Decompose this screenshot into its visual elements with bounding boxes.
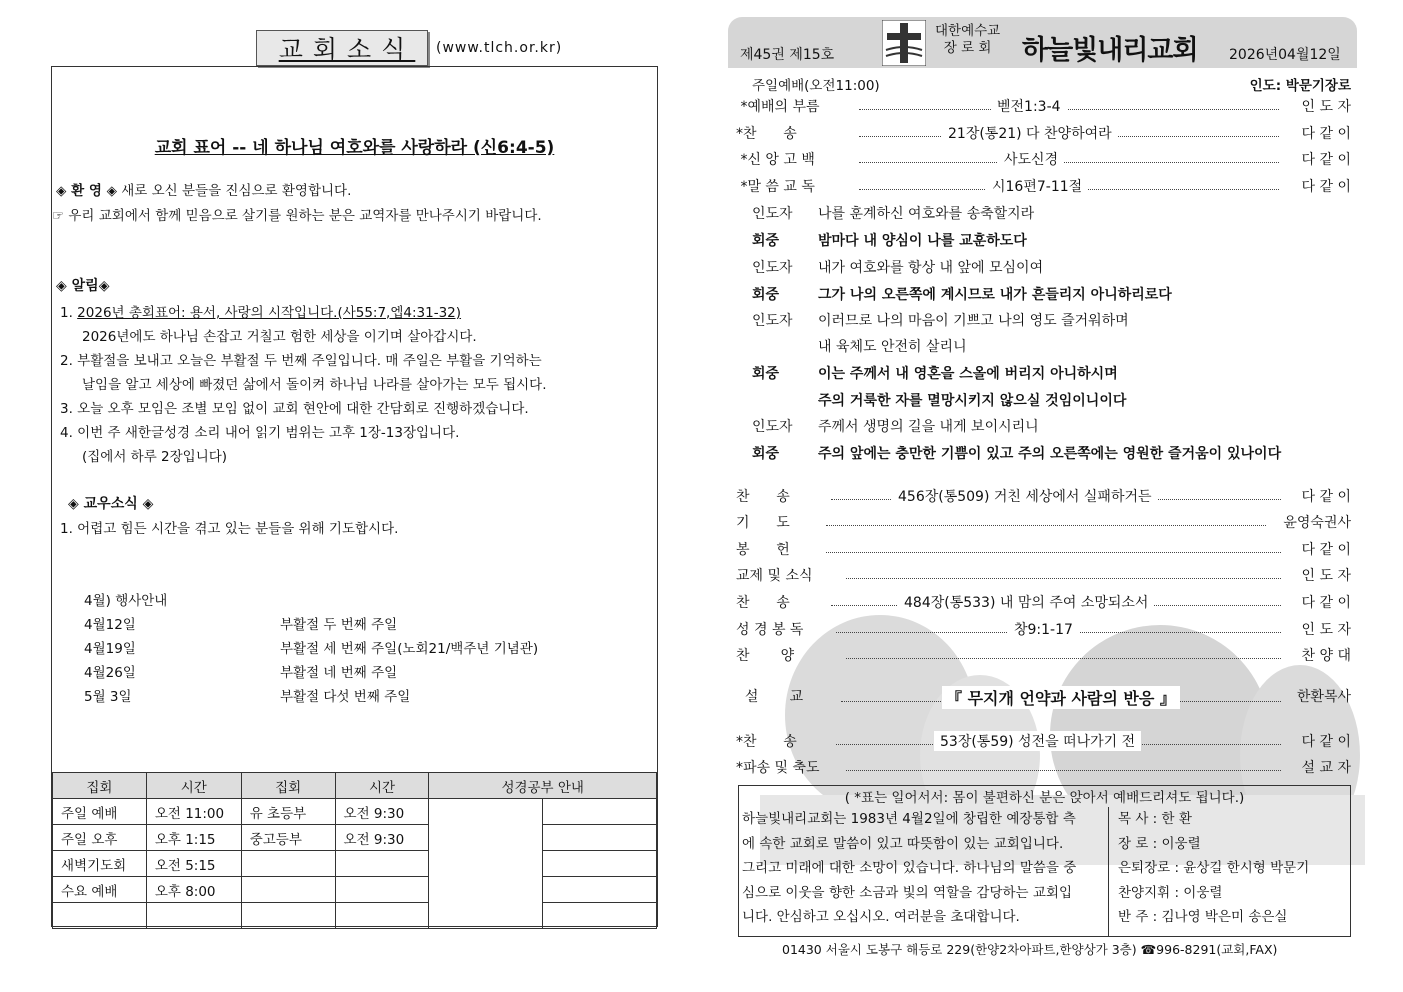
- table-cell: [543, 825, 657, 851]
- order-person: 인 도 자: [1301, 622, 1351, 638]
- church-name: 하늘빛내리교회: [1022, 35, 1198, 66]
- worship-order-row: [736, 619, 1351, 641]
- table-cell: [543, 851, 657, 877]
- worship-order-row: [736, 757, 1351, 779]
- responsive-reading-line: 주의 거룩한 자를 멸망시키지 않으실 것임이니이다: [818, 393, 1127, 409]
- order-detail: 484장(통533) 내 맘의 주여 소망되소서: [898, 592, 1154, 612]
- order-person: 다 같 이: [1301, 179, 1351, 195]
- table-cell: 오후 8:00: [146, 877, 241, 903]
- table-cell: 오전 9:30: [335, 825, 429, 851]
- table-cell: [543, 877, 657, 903]
- table-cell: 주일 예배: [53, 799, 147, 825]
- bulletin-date: 2026년04월12일: [1229, 47, 1341, 63]
- intro-line: 니다. 안심하고 오십시오. 여러분을 초대합니다.: [742, 909, 1020, 925]
- table-cell: 주일 오후: [53, 825, 147, 851]
- order-label: *말 씀 교 독: [736, 179, 815, 195]
- order-label: *찬 송: [736, 126, 797, 142]
- order-label: *찬 송: [736, 734, 797, 750]
- order-detail: 시16편7-11절: [986, 176, 1088, 196]
- notice-heading: ◈ 알림◈: [56, 278, 110, 294]
- order-label: 찬 송: [736, 489, 790, 505]
- order-label: *파송 및 축도: [736, 760, 820, 776]
- order-label: 기 도: [736, 515, 790, 531]
- church-info-box: [738, 785, 1351, 937]
- event-date: 4월19일: [84, 641, 136, 657]
- responsive-reading-line: 내 육체도 안전히 살리니: [818, 339, 967, 355]
- intro-line: 그리고 미래에 대한 소망이 있습니다. 하나님의 말씀을 중: [742, 860, 1077, 876]
- order-detail: 벧전1:3-4: [991, 96, 1067, 116]
- staff-line: 찬양지휘 : 이웅렬: [1118, 884, 1223, 901]
- table-cell: 유 초등부: [241, 799, 335, 825]
- table-cell: 새벽기도회: [53, 851, 147, 877]
- order-detail: 456장(통509) 거친 세상에서 실패하거든: [892, 486, 1158, 506]
- cross-logo-icon: [882, 20, 926, 66]
- worship-order-row: [736, 123, 1351, 145]
- church-news-title-box: [256, 30, 428, 66]
- order-person: 윤영숙권사: [1283, 515, 1351, 531]
- responsive-reading-line: 회중 그가 나의 오른쪽에 계시므로 내가 흔들리지 아니하리로다: [752, 287, 1172, 303]
- notice-4-detail: (집에서 하루 2장입니다): [82, 449, 228, 465]
- volume-number: 제45권 제15호: [740, 47, 835, 63]
- order-label: 교제 및 소식: [736, 568, 813, 584]
- column-header: 집회: [241, 773, 335, 799]
- staff-line: 은퇴장로 : 윤상길 한시형 박문기: [1118, 860, 1310, 876]
- order-detail: 53장(통59) 성전을 떠나가기 전: [934, 731, 1141, 751]
- order-person: 인 도 자: [1301, 99, 1351, 115]
- order-person: 한환목사: [1296, 689, 1351, 705]
- worship-order-row: [736, 512, 1351, 534]
- event-date: 4월26일: [84, 665, 136, 681]
- table-cell: [543, 903, 657, 929]
- table-row: [53, 877, 657, 903]
- church-staff-list: [1118, 807, 1309, 930]
- order-person: 다 같 이: [1301, 489, 1351, 505]
- service-time: 주일예배(오전11:00): [752, 78, 880, 94]
- worship-order-row: [736, 486, 1351, 508]
- event-name: 부활절 다섯 번째 주일: [280, 689, 411, 705]
- notice-1-motto: 2026년 총회표어: 용서, 사랑의 시작입니다.(사55:7,엡4:31-32): [77, 305, 462, 321]
- table-cell: [335, 851, 429, 877]
- church-news-title: 교회소식: [278, 35, 416, 64]
- standing-note: ( *표는 일어서서: 몸이 불편하신 분은 앉아서 예배드리셔도 됩니다.): [844, 790, 1245, 806]
- order-person: 찬 양 대: [1301, 648, 1351, 664]
- church-address: 01430 서울시 도봉구 해등로 229(한양2차아파트,한양상가 3층) ☎996-8291(교회,FAX): [782, 942, 1278, 957]
- responsive-reading-line: 인도자 나를 훈계하신 여호와를 송축할지라: [752, 206, 1035, 222]
- order-detail: 창9:1-17: [1008, 619, 1079, 639]
- responsive-reading-line: 회중 밤마다 내 양심이 나를 교훈하도다: [752, 233, 1027, 249]
- bible-study-cell: [429, 799, 543, 929]
- welcome-heading: ◈ 환 영 ◈: [56, 183, 117, 199]
- table-cell: [335, 877, 429, 903]
- sermon-title: 『 무지개 언약과 사람의 반응 』: [942, 686, 1180, 709]
- order-label: *예배의 부름: [736, 99, 820, 115]
- order-person: 다 같 이: [1301, 126, 1351, 142]
- church-motto: 교회 표어 -- 네 하나님 여호와를 사랑하라 (신6:4-5): [154, 138, 555, 158]
- table-cell: 오전 5:15: [146, 851, 241, 877]
- church-website-url[interactable]: (www.tlch.or.kr): [436, 40, 563, 56]
- event-name: 부활절 세 번째 주일(노회21/백주년 기념관): [280, 641, 539, 657]
- order-label: 설 교: [736, 689, 804, 705]
- table-cell: 오전 9:30: [335, 799, 429, 825]
- service-leader: 인도: 박문기장로: [1249, 78, 1351, 94]
- notice-2: 2. 부활절을 보내고 오늘은 부활절 두 번째 주일입니다. 매 주일은 부활을 기억하는: [60, 353, 542, 369]
- event-date: 4월12일: [84, 617, 136, 633]
- order-label: *신 앙 고 백: [736, 152, 815, 168]
- order-person: 설 교 자: [1301, 760, 1351, 776]
- responsive-reading-line: 인도자 이러므로 나의 마음이 기쁘고 나의 영도 즐거워하며: [752, 313, 1129, 329]
- table-cell: 오후 1:15: [146, 825, 241, 851]
- order-label: 찬 양: [736, 648, 795, 664]
- worship-order-row: [736, 645, 1351, 667]
- notice-2-detail: 날임을 알고 세상에 빠졌던 삶에서 돌이켜 하나님 나라를 살아가는 모두 됩시다.: [82, 377, 547, 393]
- sermon-row: [736, 686, 1351, 712]
- intro-line: 하늘빛내리교회는 1983년 4월2일에 창립한 예장통합 측: [742, 811, 1076, 827]
- column-header: 성경공부 안내: [429, 773, 657, 799]
- event-date: 5월 3일: [84, 689, 132, 705]
- responsive-reading-line: 인도자 내가 여호와를 항상 내 앞에 모심이여: [752, 260, 1044, 276]
- notice-1: 1. 2026년 총회표어: 용서, 사랑의 시작입니다.(사55:7,엡4:31-32): [60, 305, 462, 321]
- bulletin-masthead: [728, 17, 1357, 68]
- event-name: 부활절 두 번째 주일: [280, 617, 398, 633]
- table-cell: [146, 903, 241, 929]
- worship-order-row: [736, 565, 1351, 587]
- table-row: [53, 799, 657, 825]
- table-cell: [335, 903, 429, 929]
- table-row: [53, 903, 657, 929]
- table-cell: [543, 799, 657, 825]
- table-cell: [53, 903, 147, 929]
- order-person: 다 같 이: [1301, 152, 1351, 168]
- responsive-reading-line: 인도자 주께서 생명의 길을 내게 보이시리니: [752, 419, 1039, 435]
- order-label: 봉 헌: [736, 542, 790, 558]
- order-label: 성 경 봉 독: [736, 622, 804, 638]
- notice-4: 4. 이번 주 새한글성경 소리 내어 읽기 범위는 고후 1장-13장입니다.: [60, 425, 460, 441]
- meeting-schedule-table: [52, 772, 657, 929]
- worship-order-row: [736, 96, 1351, 118]
- worship-order-row: [736, 149, 1351, 171]
- welcome-text: 새로 오신 분들을 진심으로 환영합니다.: [116, 183, 352, 199]
- order-person: 다 같 이: [1301, 542, 1351, 558]
- table-row: [53, 825, 657, 851]
- order-detail: 사도신경: [998, 149, 1064, 169]
- responsive-reading-line: 회중 주의 앞에는 충만한 기쁨이 있고 주의 오른쪽에는 영원한 즐거움이 있나이다: [752, 446, 1282, 462]
- staff-line: 목 사 : 한 환: [1118, 811, 1192, 827]
- worship-order-row: [736, 539, 1351, 561]
- intro-line: 심으로 이웃을 향한 소금과 빛의 역할을 감당하는 교회입: [742, 884, 1072, 901]
- staff-line: 장 로 : 이웅렬: [1118, 835, 1201, 852]
- order-person: 다 같 이: [1301, 595, 1351, 611]
- worship-order-row: [736, 731, 1351, 753]
- info-divider: [1108, 807, 1109, 936]
- denomination: [935, 23, 1000, 57]
- table-row: [53, 851, 657, 877]
- table-header-row: [53, 773, 657, 799]
- order-detail: 21장(통21) 다 찬양하여라: [942, 123, 1118, 143]
- staff-line: 반 주 : 김나영 박은미 송은실: [1118, 909, 1288, 925]
- member-news-heading: ◈ 교우소식 ◈: [68, 496, 154, 512]
- table-cell: [241, 877, 335, 903]
- table-cell: 오전 11:00: [146, 799, 241, 825]
- table-cell: [241, 903, 335, 929]
- notice-1-detail: 2026년에도 하나님 손잡고 거칠고 험한 세상을 이기며 살아갑시다.: [82, 329, 477, 345]
- church-news-box: [51, 66, 658, 927]
- table-cell: 수요 예배: [53, 877, 147, 903]
- order-person: 다 같 이: [1301, 734, 1351, 750]
- order-person: 인 도 자: [1301, 568, 1351, 584]
- column-header: 집회: [53, 773, 147, 799]
- order-label: 찬 송: [736, 595, 790, 611]
- notice-3: 3. 오늘 오후 모임은 조별 모임 없이 교회 현안에 대한 간담회로 진행하겠습니다.: [60, 401, 529, 417]
- event-name: 부활절 네 번째 주일: [280, 665, 398, 681]
- column-header: 시간: [146, 773, 241, 799]
- intro-line: 에 속한 교회로 말씀이 있고 따뜻함이 있는 교회입니다.: [742, 835, 1064, 852]
- table-cell: [241, 851, 335, 877]
- welcome-line: [56, 179, 351, 199]
- worship-order-row: [736, 592, 1351, 614]
- member-news-1: 1. 어렵고 힘든 시간을 겪고 있는 분들을 위해 기도합시다.: [60, 521, 399, 537]
- responsive-reading-line: 회중 이는 주께서 내 영혼을 스올에 버리지 아니하시며: [752, 366, 1118, 382]
- column-header: 시간: [335, 773, 429, 799]
- denomination-line-1: 대한예수교: [935, 23, 1001, 39]
- denomination-line-2: 장 로 회: [943, 40, 992, 56]
- events-heading: 4월) 행사안내: [84, 593, 168, 609]
- welcome-line-2: ☞ 우리 교회에서 함께 믿음으로 살기를 원하는 분은 교역자를 만나주시기 바랍니다.: [52, 208, 542, 224]
- worship-order-row: [736, 176, 1351, 198]
- table-cell: 중고등부: [241, 825, 335, 851]
- church-introduction: [742, 807, 1106, 930]
